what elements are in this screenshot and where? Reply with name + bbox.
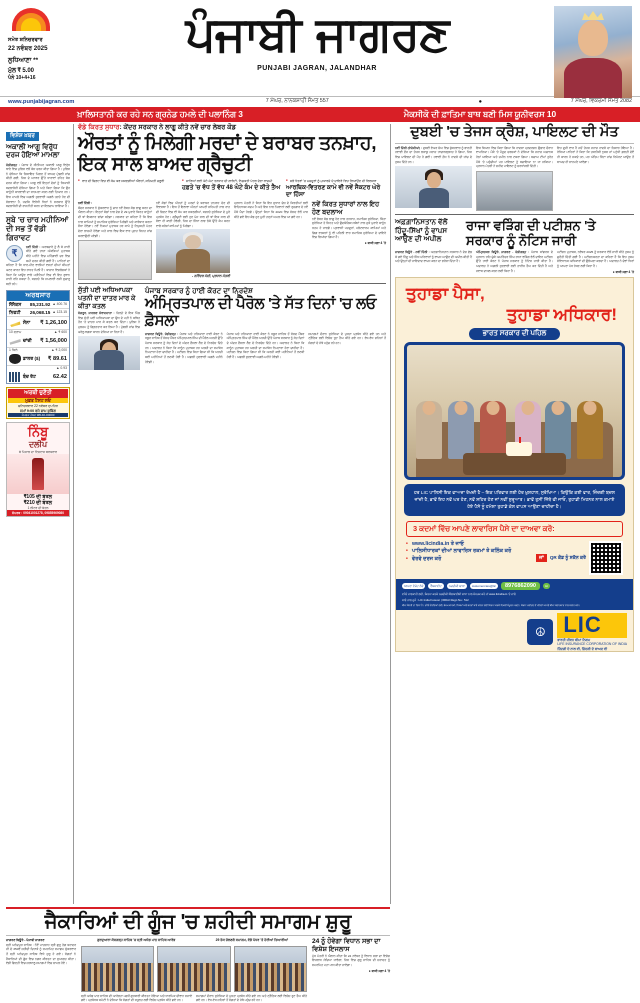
nifty-label: ਨਿਫਟੀ <box>9 309 21 315</box>
lic-advertisement[interactable] <box>395 277 634 652</box>
lead-body-col2 <box>156 201 230 280</box>
divider <box>395 214 634 215</box>
page-count: ਪੰਨੇ 10+4+16 <box>8 75 36 82</box>
mid-side-text: ਸੰਗਰੂਰ, ਜਾਗਰਣ ਸੰਵਾਦਦਾਤਾ : ਜ਼ਿਲ੍ਹੇ ਦੇ ਇਕ ਪਿੰਡ ਵਿਚ ਸੁੱਤੀ ਪਈ ਅਧਿਆਪਕਾ ਦਾ ਉਸ ਦੇ ਪਤੀ ਨੇ ਕਥਿਤ ਤੌਰ 'ਤੇ ਦਾਤਰ ਮਾਰ ਕੇ ਕਤਲ ਕਰ ਦਿੱਤਾ। ਪੁਲਿਸ ਨੇ ਮੁਲਜ਼ਮ ਨੂੰ ਗ੍ਰਿਫ਼ਤਾਰ ਕਰ ਲਿਆ ਹੈ। ਮੁੱਢਲੀ ਜਾਂਚ ਵਿਚ ਘਰੇਲੂ ਝਗੜਾ ਕਾਰਨ ਦੱਸਿਆ ਜਾ ਰਿਹਾ ਹੈ। <box>78 310 140 334</box>
lead-body-col1 <box>78 201 152 280</box>
shaheedi-bullets <box>81 938 307 943</box>
lic-steps-block <box>406 541 623 575</box>
nifty-delta: ▲ 123.15 <box>52 310 67 315</box>
sunrise-logo-icon <box>12 8 50 34</box>
beverage-ad-price2: ₹210 ਦੀ ਬੋਤਲ <box>23 499 53 506</box>
beverage-ad-size: 1 ਲੀਟਰ ਦੀ ਬੋਤਲ <box>27 505 49 510</box>
masthead-photo-slot <box>554 6 632 98</box>
edition-name: PUNJABI JAGRAN, JALANDHAR <box>257 65 377 73</box>
warring-headline[interactable]: ਰਾਜਾ ਵੜਿੰਗ ਦੀ ਪਟੀਸ਼ਨ 'ਤੇ ਸਰਕਾਰ ਨੂੰ ਨੋਟਿਸ ਜਾਰੀ <box>466 217 596 248</box>
lic-step-3[interactable]: • ਵੇਰਵੇ ਦਰਜ ਕਰੋ <box>406 556 532 564</box>
victim-photo <box>78 336 140 370</box>
dollar-bag-icon <box>9 354 21 364</box>
shaheedi-text-columns <box>81 994 307 1003</box>
abroad-ad-phone: ਸੰਪਰਕ ਨੰਬਰ 98140-00000 <box>8 413 68 417</box>
divider <box>6 935 390 936</box>
lic-footer <box>396 579 633 611</box>
divider <box>6 212 70 213</box>
tejas-text-1: ਨਵੀਂ ਦਿੱਲੀ (ਏਜੰਸੀਆਂ) : ਦੁਬਈ ਏਅਰ ਸ਼ੋਅ ਵਿਚ ਸ਼ੁੱਕਰਵਾਰ ਨੂੰ ਭਾਰਤੀ ਹਵਾਈ ਫ਼ੌਜ ਦਾ ਤੇਜਸ ਲੜਾਕੂ ਜਹਾਜ਼ ਹਾਦਸਾਗ੍ਰਸਤ ਹੋ ਗਿਆ, ਜਿਸ ਵਿਚ ਪਾਇਲਟ ਦੀ ਮੌਤ ਹੋ ਗਈ। ਹਵਾਈ ਫ਼ੌਜ ਨੇ ਹਾਦਸੇ ਦੀ ਜਾਂਚ ਦੇ ਹੁਕਮ ਦਿੱਤੇ ਹਨ। <box>395 145 472 164</box>
shaheedi-photo-gallery <box>81 946 307 992</box>
beverage-ad-tagline: ਬੇ ਮਿਸਾਲ ਦਾ ਵਿਸ਼ਵਾਸ ਬਰਕਰਾਰ <box>18 449 58 454</box>
lic-step-1[interactable]: • www.licindia.in ਤੇ ਜਾਓ <box>406 541 532 549</box>
tejas-text-2: ਇਕ ਬਿਆਨ ਵਿਚ ਕਿਹਾ ਗਿਆ ਕਿ ਹਾਦਸਾ ਪ੍ਰਦਰਸ਼ਨ ਉਡਾਣ ਦੌਰਾਨ ਵਾਪਰਿਆ। ਮੌਕੇ 'ਤੇ ਮੌਜੂਦ ਦਰਸ਼ਕਾਂ ਨੇ ਦੱਸਿਆ ਕਿ ਜਹਾਜ਼ ਅਚਾਨਕ ਹੇਠਾਂ ਆਇਆ ਅਤੇ ਜ਼ਮੀਨ ਨਾਲ ਟਕਰਾ ਗਿਆ। ਬਚਾਅ ਟੀਮਾਂ ਤੁਰੰਤ ਮੌਕੇ 'ਤੇ ਪਹੁੰਚੀਆਂ ਪਰ ਪਾਇਲਟ ਨੂੰ ਬਚਾਇਆ ਨਾ ਜਾ ਸਕਿਆ। ਪ੍ਰਧਾਨ ਮੰਤਰੀ ਨੇ ਸ਼ਹੀਦ ਪਾਇਲਟ ਨੂੰ ਸ਼ਰਧਾਂਜਲੀ ਦਿੱਤੀ। <box>476 145 553 169</box>
masthead-info <box>8 6 80 83</box>
lic-chip-2[interactable]: ਵੈੱਬਸਾਈਟ <box>430 583 442 588</box>
beverage-ad[interactable] <box>6 422 70 517</box>
gold-icon <box>9 318 21 328</box>
shaheedi-text-2: ਸ੍ਰੀ ਅਖੰਡ ਪਾਠ ਸਾਹਿਬ ਦੀ ਆਰੰਭਤਾ ਮਗਰੋਂ ਗੁਰਬਾਣੀ ਕੀਰਤਨ ਹੋਇਆ ਅਤੇ ਧਾਰਮਿਕ ਦੀਵਾਨ ਸਜਾਏ ਗਏ। ਪ੍ਰਬੰਧਕ ਕਮੇਟੀ ਨੇ ਦੱਸਿਆ ਕਿ ਸੰਗਤਾਂ ਦੀ ਸਹੂਲਤ ਲਈ ਵਿਸ਼ੇਸ਼ ਪ੍ਰਬੰਧ ਕੀਤੇ ਗਏ ਹਨ। <box>81 993 192 1003</box>
bottom-section <box>0 904 396 1003</box>
worker-figure-image <box>78 240 152 280</box>
lead-body-columns <box>78 201 386 280</box>
qr-scan-text: QR ਕੋਡ ਨੂੰ ਸਕੈਨ ਕਰੋ <box>549 555 586 560</box>
dollar-label: ਡਾਲਰ ($) <box>23 356 41 362</box>
lead-bullet-col2 <box>182 179 282 184</box>
abroad-ad-date: ਸ਼ਨਿਚਰਵਾਰ 22 ਨਵੰਬਰ ਦੁਪਹਿਰ <box>18 403 58 408</box>
masthead-title-block <box>80 6 554 72</box>
lead-headline[interactable]: ਔਰਤਾਂ ਨੂੰ ਮਿਲੇਗੀ ਮਰਦਾਂ ਦੇ ਬਰਾਬਰ ਤਨਖ਼ਾਹ, ਇਕ ਸਾਲ ਬਾਅਦ ਗ੍ਰੈਚੁਟੀ <box>78 132 377 176</box>
vikrami-date: 7 ਮੱਘਰ, ਵਿਕਰਮੀ ਸੰਮਤ 2082 <box>570 98 632 104</box>
lic-cta-heading: 3 ਕਦਮਾਂ ਵਿੱਚ ਆਪਣੇ ਲਾਵਾਰਿਸ ਪੈਸੇ ਦਾ ਦਾਅਵਾ ਕਰੋ: <box>406 521 623 537</box>
tejas-col2 <box>476 146 553 211</box>
gold-value: ₹ 1,26,100 <box>40 319 67 326</box>
lic-logo-text: LIC <box>557 613 627 637</box>
bank-rate-label: ਬੰਦ ਰੇਟ <box>23 374 36 380</box>
pilot-photo <box>395 166 472 208</box>
lead-sidebar-head: ਨਵੇਂ ਕਿਰਤ ਸੁਧਾਰਾਂ ਨਾਲ ਇਹ ਹੋਣ ਬਦਲਾਅ <box>312 200 380 216</box>
website-url[interactable]: www.punjabijagran.com <box>8 98 75 105</box>
nanakshahi-date: 7 ਮੱਘਰ, ਨਾਨਕਸ਼ਾਹੀ ਸੰਮਤ 557 <box>265 98 329 104</box>
parole-text-2: ਪੰਜਾਬ ਅਤੇ ਹਰਿਆਣਾ ਹਾਈ ਕੋਰਟ ਨੇ ਖਡੂਰ ਸਾਹਿਬ ਤੋਂ ਸੰਸਦ ਮੈਂਬਰ ਅੰਮ੍ਰਿਤਪਾਲ ਸਿੰਘ ਦੀ ਪੈਰੋਲ ਅਰਜ਼ੀ ਉੱਤੇ ਪੰਜਾਬ ਸਰਕਾਰ ਨੂੰ ਸੱਤ ਦਿਨਾਂ ਦੇ ਅੰਦਰ ਫ਼ੈਸਲਾ ਲੈਣ ਦੇ ਨਿਰਦੇਸ਼ ਦਿੱਤੇ ਹਨ। ਅਦਾਲਤ ਨੇ ਕਿਹਾ ਕਿ ਕਾਨੂੰਨ ਮੁਤਾਬਕ ਹਰ ਅਰਜ਼ੀ ਦਾ ਸਮਾਂਬੱਧ ਨਿਪਟਾਰਾ ਹੋਣਾ ਚਾਹੀਦਾ ਹੈ। ਪਟੀਸ਼ਨ ਵਿਚ ਕਿਹਾ ਗਿਆ ਸੀ ਕਿ ਅਰਜ਼ੀ ਕਈ ਮਹੀਨਿਆਂ ਤੋਂ ਲਟਕੀ ਹੋਈ ਹੈ। ਅਗਲੀ ਸੁਣਵਾਈ ਅਗਲੇ ਮਹੀਨੇ ਹੋਵੇਗੀ। <box>226 331 305 359</box>
shaheedi-photo-1 <box>81 946 154 992</box>
shaheedi-photo-2 <box>157 946 230 992</box>
market-row-bank <box>7 371 69 383</box>
lead-continued[interactable]: ● ਬਾਕੀ ਸਫ਼ਾ 4 'ਤੇ <box>364 240 386 245</box>
lead-subhead-2[interactable]: ਆਰਥਿਕ-ਵਿਤਰਣ ਕਾਮੇ ਵੀ ਨਵੇਂ ਸੈਕਟਰ ਘੇਰੇ ਦਾ ਹਿੱਸਾ <box>286 184 381 198</box>
lic-headline-line2: ਤੁਹਾਡਾ ਅਧਿਕਾਰ! <box>506 304 617 324</box>
market-row-silver <box>7 335 69 348</box>
lic-contact-chips <box>402 582 627 590</box>
lic-steps-list <box>406 541 532 564</box>
lead-bullets <box>78 179 386 184</box>
left-kicker: ਵਿਸ਼ੇਸ਼ ਖ਼ਬਰ <box>6 132 39 141</box>
lic-name-english: LIFE INSURANCE CORPORATION OF INDIA <box>557 642 627 647</box>
market-box-title: ਅਰਥਸਾਰ <box>7 291 69 301</box>
abroad-ad-title: ਅਰਥੀ ਚੁਣੌਤੀ <box>8 389 68 398</box>
parole-columns <box>145 332 386 364</box>
person-1 <box>416 401 442 459</box>
or-label: ਜਾਂ <box>536 554 547 562</box>
left-column <box>6 124 74 904</box>
left-story1-text: ਚੰਡੀਗੜ੍ਹ : ਪੰਜਾਬ ਦੇ ਸੀਨੀਅਰ ਅਕਾਲੀ ਆਗੂ ਵਿਰੁੱਧ ਥਾਣੇ ਵਿਚ ਪੁਲਿਸ ਵਲੋਂ ਕੇਸ ਦਰਜ ਕੀਤਾ ਗਿਆ ਹੈ। ਪੁਲਿਸ ਨੇ ਦੱਸਿਆ ਕਿ ਸ਼ਿਕਾਇਤ ਮਿਲਣ ਤੋਂ ਬਾਅਦ ਮੁੱਢਲੀ ਜਾਂਚ ਕੀਤੀ ਗਈ, ਜਿਸ ਦੇ ਆਧਾਰ ਉੱਤੇ ਧਾਰਾਵਾਂ ਤਹਿਤ ਕੇਸ ਦਰਜ ਕੀਤਾ ਗਿਆ। ਆਗੂ ਵਲੋਂ ਇਨ੍ਹਾਂ ਦੋਸ਼ਾਂ ਨੂੰ ਸਿਆਸੀ ਬਦਲਾਖ਼ੋਰੀ ਦੱਸਿਆ ਗਿਆ ਹੈ ਅਤੇ ਕਿਹਾ ਗਿਆ ਕਿ ਉਹ ਕਾਨੂੰਨੀ ਕਾਰਵਾਈ ਦਾ ਸਾਹਮਣਾ ਕਰਨ ਲਈ ਤਿਆਰ ਹਨ। ਇਸ ਮਾਮਲੇ ਵਿਚ ਅਗਲੀ ਸੁਣਵਾਈ ਅਗਲੇ ਹਫ਼ਤੇ ਹੋਣ ਦੀ ਸੰਭਾਵਨਾ ਹੈ, ਜਦਕਿ ਵਿਰੋਧੀ ਧਿਰਾਂ ਨੇ ਸਰਕਾਰ ਉੱਤੇ ਬਦਲਾਖ਼ੋਰੀ ਦੀ ਰਾਜਨੀਤੀ ਕਰਨ ਦਾ ਇਲਜ਼ਾਮ ਲਾਇਆ ਹੈ। <box>6 162 70 209</box>
shaheedi-text-4: ਮੁੱਖ ਮੰਤਰੀ ਨੇ ਐਲਾਨ ਕੀਤਾ ਕਿ 24 ਨਵੰਬਰ ਨੂੰ ਵਿਧਾਨ ਸਭਾ ਦਾ ਵਿਸ਼ੇਸ਼ ਇਜਲਾਸ ਸੱਦਿਆ ਜਾਵੇਗਾ, ਜਿਸ ਵਿਚ ਗੁਰੂ ਸਾਹਿਬ ਦੀ ਸ਼ਹਾਦਤ ਨੂੰ ਸਮਰਪਿਤ ਮਤਾ ਪਾਸ ਕੀਤਾ ਜਾਵੇਗਾ। <box>312 953 390 967</box>
tejas-headline[interactable]: ਦੁਬਈ 'ਚ ਤੇਜਸ ਕ੍ਰੈਸ਼, ਪਾਇਲਟ ਦੀ ਮੌਤ <box>410 124 619 140</box>
lead-bullet-1: ■ ਰਾਤ ਦੀ ਸ਼ਿਫ਼ਟ ਵਿਚ ਵੀ ਕੰਮ ਕਰ ਸਕਣਗੀਆਂ ਔਰਤਾਂ, ਸਹਿਮਤੀ ਜ਼ਰੂਰੀ <box>78 179 178 184</box>
shaheedi-continued[interactable]: ● ਬਾਕੀ ਸਫ਼ਾ 4 'ਤੇ <box>368 968 390 973</box>
lic-step-2[interactable]: • ਪਾਲਿਸੀਧਾਰਕਾਂ ਦੀਆਂ ਲਾਵਾਰਿਸ ਰਕਮਾਂ ਤੇ ਕਲਿੱਕ ਕਰੋ <box>406 548 532 556</box>
warring-story-head-row <box>395 218 634 248</box>
lic-chip-1[interactable]: ਆਪਣਾ ਏਜੰਟ ਲੱਭੋ <box>404 583 424 588</box>
market-row-gold <box>7 317 69 330</box>
left-story2-headline[interactable]: ਸੂਬੇ 'ਚ ਚਾਰ ਮਹੀਨਿਆਂ ਦੀ ਸਭ ਤੋਂ ਵੱਡੀ ਗਿਰਾਵਟ <box>6 214 69 242</box>
website-strip <box>0 96 640 106</box>
sensex-delta: ▲ 400.76 <box>52 302 67 307</box>
miss-universe-photo <box>554 6 632 98</box>
lic-logo-row <box>396 610 633 650</box>
lead-sidebar-text: ਨਵੇਂ ਲੇਬਰ ਕੋਡ ਲਾਗੂ ਹੋਣ ਨਾਲ ਤਨਖ਼ਾਹ, ਸਮਾਜਿਕ ਸੁਰੱਖਿਆ, ਕਿੱਤਾ ਸੁਰੱਖਿਆ ਤੇ ਸਿਹਤ ਅਤੇ ਉਦਯੋਗਿਕ ਸਬੰਧਾਂ ਨਾਲ ਜੁੜੇ ਪੁਰਾਣੇ ਕਾਨੂੰਨ ਖ਼ਤਮ ਹੋ ਜਾਣਗੇ। ਪ੍ਰਵਾਸੀ ਮਜ਼ਦੂਰਾਂ, ਪਲੇਟਫਾਰਮ ਕਾਮਿਆਂ ਅਤੇ ਗਿਗ ਵਰਕਰਾਂ ਨੂੰ ਵੀ ਪਹਿਲੀ ਵਾਰ ਸਮਾਜਿਕ ਸੁਰੱਖਿਆ ਦੇ ਦਾਇਰੇ ਵਿਚ ਲਿਆਂਦਾ ਗਿਆ ਹੈ। <box>312 216 386 240</box>
lead-text-3: ਪ੍ਰਧਾਨ ਮੰਤਰੀ ਨੇ ਕਿਹਾ ਕਿ ਇਹ ਸੁਧਾਰ ਦੇਸ਼ ਦੇ ਕਿਰਤੀਆਂ ਲਈ ਇਤਿਹਾਸਕ ਕਦਮ ਹੈ ਅਤੇ ਇਸ ਨਾਲ ਨੌਜਵਾਨਾਂ ਲਈ ਰੁਜ਼ਗਾਰ ਦੇ ਨਵੇਂ ਮੌਕੇ ਪੈਦਾ ਹੋਣਗੇ। ਉਨ੍ਹਾਂ ਕਿਹਾ ਕਿ 2020 ਵਿਚ ਸੰਸਦ ਵੱਲੋਂ ਪਾਸ ਕੀਤੇ ਗਏ ਇਹ ਕੋਡ ਹੁਣ ਪੂਰੀ ਤਰ੍ਹਾਂ ਅਮਲ ਵਿਚ ਆ ਗਏ ਹਨ। <box>234 200 308 219</box>
lead-byline: ਨਵੀਂ ਦਿੱਲੀ : <box>78 200 93 205</box>
shaheedi-headline[interactable]: ਜੈਕਾਰਿਆਂ ਦੀ ਗੂੰਜ 'ਚ ਸ਼ਹੀਦੀ ਸਮਾਗਮ ਸ਼ੁਰੂ <box>44 910 352 933</box>
lic-footer-line2: ਸਾਡੇ ਨਾਲ ਜੁੜੋ : LIC India Forever | IRDAI Regn No.: 512 <box>402 597 469 602</box>
shaheedi-bullet-1: ਗੁਰਦੁਆਰਾ ਕੇਸਗੜ੍ਹ ਸਾਹਿਬ 'ਚ ਸ੍ਰੀ ਅਖੰਡ ਪਾਠ ਸਾਹਿਬ ਆਰੰਭ <box>97 937 176 942</box>
silver-delta: ▲ ₹ 2,000 <box>51 347 67 352</box>
mid-second-story <box>78 287 386 370</box>
lic-chip-4[interactable]: customercare@lic <box>471 583 496 588</box>
lic-chip-3[interactable]: ਨਜ਼ਦੀਕੀ ਸ਼ਾਖਾ <box>448 583 465 588</box>
parole-text-3: ਸਮਾਗਮਾਂ ਦੌਰਾਨ ਸੁਰੱਖਿਆ ਦੇ ਪੁਖ਼ਤਾ ਪ੍ਰਬੰਧ ਕੀਤੇ ਗਏ ਹਨ ਅਤੇ ਟ੍ਰੈਫ਼ਿਕ ਲਈ ਵਿਸ਼ੇਸ਼ ਰੂਟ ਤੈਅ ਕੀਤੇ ਗਏ ਹਨ। ਵੱਖ-ਵੱਖ ਸ਼ਹਿਰਾਂ ਤੋਂ ਸੰਗਤਾਂ ਦੇ ਜੱਥੇ ਪਹੁੰਚ ਰਹੇ ਹਨ। <box>308 331 387 346</box>
lic-family-photo <box>404 342 625 480</box>
lead-text-2: ਨਵੇਂ ਕੋਡਾਂ ਵਿਚ ਔਰਤਾਂ ਨੂੰ ਮਰਦਾਂ ਦੇ ਬਰਾਬਰ ਤਨਖ਼ਾਹ ਦੇਣ ਦੀ ਵਿਵਸਥਾ ਹੈ। ਇਸ ਤੋਂ ਇਲਾਵਾ ਔਰਤਾਂ ਆਪਣੀ ਸਹਿਮਤੀ ਨਾਲ ਰਾਤ ਦੀ ਸ਼ਿਫ਼ਟ ਵਿਚ ਵੀ ਕੰਮ ਕਰ ਸਕਣਗੀਆਂ, ਬਸ਼ਰਤੇ ਸੁਰੱਖਿਆ ਦੇ ਪੂਰੇ ਪ੍ਰਬੰਧ ਹੋਣ। ਗ੍ਰੈਚੁਟੀ ਲਈ ਹੁਣ ਪੰਜ ਸਾਲ ਦੀ ਥਾਂ ਇਕ ਸਾਲ ਦੀ ਸੇਵਾ ਹੀ ਕਾਫ਼ੀ ਹੋਵੇਗੀ, ਜਿਸ ਦਾ ਸਿੱਧਾ ਲਾਭ ਠੇਕੇ ਉੱਤੇ ਕੰਮ ਕਰਨ ਵਾਲੇ ਕਰੋੜਾਂ ਕਾਮਿਆਂ ਨੂੰ ਮਿਲੇਗਾ। <box>156 200 230 228</box>
lic-govt-badge: ਭਾਰਤ ਸਰਕਾਰ ਦੀ ਪਹਿਲ <box>469 328 561 340</box>
person-6 <box>577 401 603 459</box>
masthead <box>0 0 640 96</box>
lic-footer-line1: ਵਧੇਰੇ ਜਾਣਕਾਰੀ ਲਈ, ਕਿਰਪਾ ਕਰਕੇ ਨਜ਼ਦੀਕੀ ਐੱਲਆਈਸੀ ਸ਼ਾਖਾ ਨਾਲ ਸੰਪਰਕ ਕਰੋ ਜਾਂ www.licindia.in 'ਤੇ ਜਾਓ <box>402 591 516 596</box>
edition-city: ਲੁਧਿਆਣਾ ** <box>8 56 39 64</box>
lic-hands-emblem-icon: ☮ <box>527 619 553 645</box>
beverage-ad-logo2: ਦਲੀਪ <box>28 439 48 449</box>
parole-headline[interactable]: ਅੰਮ੍ਰਿਤਪਾਲ ਦੀ ਪੈਰੋਲ 'ਤੇ ਸੱਤ ਦਿਨਾਂ 'ਚ ਲਓ ਫ਼ੈਸਲਾ <box>145 294 377 329</box>
nifty-value: 26,068.15 <box>29 309 51 315</box>
shaheedi-text-3: ਸਮਾਗਮਾਂ ਦੌਰਾਨ ਸੁਰੱਖਿਆ ਦੇ ਪੁਖ਼ਤਾ ਪ੍ਰਬੰਧ ਕੀਤੇ ਗਏ ਹਨ ਅਤੇ ਟ੍ਰੈਫ਼ਿਕ ਲਈ ਵਿਸ਼ੇਸ਼ ਰੂਟ ਤੈਅ ਕੀਤੇ ਗਏ ਹਨ। ਵੱਖ-ਵੱਖ ਸ਼ਹਿਰਾਂ ਤੋਂ ਸੰਗਤਾਂ ਦੇ ਜੱਥੇ ਪਹੁੰਚ ਰਹੇ ਹਨ। <box>196 993 307 1003</box>
bank-icon <box>9 372 21 382</box>
page-title: ਪੰਜਾਬੀ ਜਾਗਰਣ <box>185 7 449 62</box>
lead-bullet-2: ■ ਸਾਰਿਆਂ ਲਈ ਘੱਟੋ-ਘੱਟ ਤਨਖ਼ਾਹ ਦੀ ਗਾਰੰਟੀ, ਨਿਯੁਕਤੀ ਪੱਤਰ ਦੇਣਾ ਲਾਜ਼ਮੀ <box>182 179 282 184</box>
lead-bullet-3: ■ ਸਭੇ ਖੇਤਰਾਂ 'ਚ ਮਜ਼ਦੂਰਾਂ ਨੂੰ ਮੁਆਵਜ਼ੇ ਦੇ ਦਾਇਰੇ ਵਿਚ ਲਿਆਉਣ ਦੀ ਵਿਵਸਥਾ <box>286 179 386 184</box>
gold-label: ਸੋਨਾ <box>23 320 31 326</box>
silver-icon <box>9 336 21 346</box>
shaheedi-col3 <box>312 938 390 1003</box>
shaheedi-body <box>6 938 390 1003</box>
lic-logo-block <box>557 613 627 650</box>
divider <box>78 283 386 284</box>
shaheedi-byline: ਜਾਗਰਣ ਬਿਊਰੋ - ਪੰਜਾਬੀ ਜਾਗਰਣ <box>6 937 45 942</box>
left-story2-text: ₹ ਨਵੀਂ ਦਿੱਲੀ : ਅਰਥਚਾਰੇ ਨੂੰ ਲੈ ਕੇ ਜਾਰੀ ਕੀਤੇ ਗਏ ਤਾਜ਼ਾ ਅੰਕੜਿਆਂ ਮੁਤਾਬਕ ਬੀਤੇ ਮਹੀਨੇ ਵਿਚ ਮਹਿੰਗਾਈ ਦਰ ਵਿਚ ਕਮੀ ਦਰਜ ਕੀਤੀ ਗਈ ਹੈ। ਮਾਹਿਰਾਂ ਦਾ ਕਹਿਣਾ ਹੈ ਕਿ ਖਾਣ-ਪੀਣ ਵਾਲੀਆਂ ਵਸਤਾਂ ਦੀਆਂ ਕੀਮਤਾਂ ਘਟਣ ਕਾਰਨ ਇਹ ਰਾਹਤ ਮਿਲੀ ਹੈ। ਬਾਜ਼ਾਰ ਵਿਸ਼ਲੇਸ਼ਕਾਂ ਨੇ ਕਿਹਾ ਕਿ ਆਉਣ ਵਾਲੇ ਮਹੀਨਿਆਂ ਵਿਚ ਵੀ ਇਹ ਰੁਝਾਨ ਜਾਰੀ ਰਹਿ ਸਕਦਾ ਹੈ, ਬਸ਼ਰਤੇ ਕਿ ਸਪਲਾਈ ਲੜੀ ਸੁਚਾਰੂ ਬਣੀ ਰਹੇ। <box>6 244 70 286</box>
mid-side-story <box>78 287 140 370</box>
lic-qr-block[interactable] <box>536 541 623 575</box>
shaheedi-bullet-2: 29 ਤੱਕ ਚੱਲਣਗੇ ਸਮਾਗਮ, ਵੱਡੇ ਪੱਧਰ 'ਤੇ ਹੋਈਆਂ ਤਿਆਰੀਆਂ <box>215 937 288 942</box>
gold-unit: 10 ਗ੍ਰਾਮ <box>9 329 22 334</box>
mid-side-headline[interactable]: ਸੁੱਤੀ ਪਈ ਅਧਿਆਪਕਾ ਪਤਨੀ ਦਾ ਦਾਤਰ ਮਾਰ ਕੇ ਕੀਤਾ ਕਤਲ <box>78 287 136 311</box>
person-3 <box>480 401 506 459</box>
tejas-col3 <box>557 146 634 211</box>
lead-body-col3 <box>234 201 308 280</box>
right-column <box>390 124 634 904</box>
beverage-ad-phone: ਸੰਪਰਕ : 09041001278, 09855969080 <box>7 510 69 516</box>
lead-kicker <box>78 124 386 132</box>
silver-unit: 1 ਕਿਲੋ <box>9 347 18 352</box>
market-row-nifty <box>7 309 69 317</box>
publication-date: 22 ਨਵੰਬਰ 2025 <box>8 44 48 52</box>
market-row-sensex <box>7 301 69 309</box>
tejas-columns <box>395 146 634 211</box>
cover-price: ਮੁੱਲ ₹ 5.00 <box>8 67 35 74</box>
parole-text-1: ਜਾਗਰਣ ਬਿਊਰੋ, ਚੰਡੀਗੜ੍ਹ : ਪੰਜਾਬ ਅਤੇ ਹਰਿਆਣਾ ਹਾਈ ਕੋਰਟ ਨੇ ਖਡੂਰ ਸਾਹਿਬ ਤੋਂ ਸੰਸਦ ਮੈਂਬਰ ਅੰਮ੍ਰਿਤਪਾਲ ਸਿੰਘ ਦੀ ਪੈਰੋਲ ਅਰਜ਼ੀ ਉੱਤੇ ਪੰਜਾਬ ਸਰਕਾਰ ਨੂੰ ਸੱਤ ਦਿਨਾਂ ਦੇ ਅੰਦਰ ਫ਼ੈਸਲਾ ਲੈਣ ਦੇ ਨਿਰਦੇਸ਼ ਦਿੱਤੇ ਹਨ। ਅਦਾਲਤ ਨੇ ਕਿਹਾ ਕਿ ਕਾਨੂੰਨ ਮੁਤਾਬਕ ਹਰ ਅਰਜ਼ੀ ਦਾ ਸਮਾਂਬੱਧ ਨਿਪਟਾਰਾ ਹੋਣਾ ਚਾਹੀਦਾ ਹੈ। ਪਟੀਸ਼ਨ ਵਿਚ ਕਿਹਾ ਗਿਆ ਸੀ ਕਿ ਅਰਜ਼ੀ ਕਈ ਮਹੀਨਿਆਂ ਤੋਂ ਲਟਕੀ ਹੋਈ ਹੈ। ਅਗਲੀ ਸੁਣਵਾਈ ਅਗਲੇ ਮਹੀਨੇ ਹੋਵੇਗੀ। <box>145 331 223 364</box>
divider-red <box>6 907 390 909</box>
beverage-ad-product-image <box>7 454 69 494</box>
lead-subhead-1[interactable]: ਹਫ਼ਤੇ 'ਚ ਵੱਧ ਤੋਂ ਵੱਧ 48 ਘੰਟੇ ਕੰਮ ਦੇ ਕੀਤੇ ਤੈਅ <box>182 184 281 191</box>
beverage-ad-logo: ਨਿੰਬੂ <box>27 423 49 439</box>
dollar-delta: ▲ 0.93 <box>56 365 67 370</box>
lic-headline <box>396 278 633 325</box>
person-2 <box>448 401 474 459</box>
market-row-dollar <box>7 353 69 366</box>
page-body <box>0 122 640 904</box>
warring-continued[interactable]: ● ਬਾਕੀ ਸਫ਼ਾ 4 'ਤੇ <box>612 269 634 274</box>
qr-code-icon[interactable] <box>589 541 623 575</box>
lic-name-hindi: ਭਾਰਤੀ ਜੀਵਨ ਬੀਮਾ ਨਿਗਮ <box>557 637 591 642</box>
dollar-value: ₹ 89.61 <box>47 355 67 362</box>
silver-label: ਚਾਂਦੀ <box>23 338 32 344</box>
lead-bullet-col1 <box>78 179 178 184</box>
afghanistan-text: ਜਾਗਰਣ ਬਿਊਰੋ - ਨਵੀਂ ਦਿੱਲੀ : ਅਫ਼ਗ਼ਾਨਿਸਤਾਨ ਸਰਕਾਰ ਨੇ ਦੇਸ਼ ਛੱਡ ਕੇ ਗਏ ਹਿੰਦੂ ਅਤੇ ਸਿੱਖ ਪਰਿਵਾਰਾਂ ਨੂੰ ਵਾਪਸ ਆਉਣ ਦੀ ਅਪੀਲ ਕੀਤੀ ਹੈ ਅਤੇ ਉਨ੍ਹਾਂ ਦੀ ਜਾਇਦਾਦ ਵਾਪਸ ਕਰਨ ਦਾ ਭਰੋਸਾ ਦਿੱਤਾ ਹੈ। <box>395 250 472 264</box>
tejas-col1 <box>395 146 472 211</box>
lic-disclaimer: ਬੀਮਾ ਬੇਨਤੀ ਦਾ ਵਿਸ਼ਾ ਹੈ। ਵਧੇਰੇ ਵੇਰਵਿਆਂ ਲਈ, ਜੋਖਮ ਕਾਰਕਾਂ, ਨਿਯਮਾਂ ਅਤੇ ਸ਼ਰਤਾਂ ਬਾਰੇ ਜਾਣਨ ਲਈ ਕਿਰਪਾ ਕਰਕੇ ਵਿਕਰੀ ਸੰਪੂਰਨ ਪੜ੍ਹੋ। ਯੋਜਨਾ ਖ਼ਰੀਦਣ ਤੋਂ ਪਹਿਲਾਂ ਆਪਣੇ ਬੀਮਾ ਸਲਾਹਕਾਰ ਨਾਲ ਸਲਾਹ ਕਰੋ। <box>402 603 581 607</box>
lead-kicker-red: ਵੱਡੇ ਕਿਰਤ ਸੁਧਾਰ <box>78 124 120 131</box>
lic-phone-number[interactable]: 8976862090 <box>501 582 540 590</box>
gold-delta: ▲ ₹ 600 <box>53 329 67 334</box>
left-story1-headline[interactable]: ਅਕਾਲੀ ਆਗੂ ਵਿਰੁੱਧ ਦਰਜ ਹੋਇਆ ਮਾਮਲਾ <box>6 144 60 160</box>
separator-dot-icon: ● <box>478 98 482 105</box>
warring-columns <box>395 250 634 274</box>
pm-quote-attribution: - ਨਰਿੰਦਰ ਮੋਦੀ, ਪ੍ਰਧਾਨ ਮੰਤਰੀ <box>191 273 230 278</box>
beverage-ad-price1: ₹105 ਦੀ ਬੋਤਲ <box>23 493 53 500</box>
tejas-text-3: ਇਹ ਦੂਜੀ ਵਾਰ ਹੈ ਜਦੋਂ ਤੇਜਸ ਜਹਾਜ਼ ਹਾਦਸੇ ਦਾ ਸ਼ਿਕਾਰ ਹੋਇਆ ਹੈ। ਰੱਖਿਆ ਮਾਹਿਰਾਂ ਨੇ ਕਿਹਾ ਕਿ ਤਕਨੀਕੀ ਨੁਕਸ ਜਾਂ ਮਨੁੱਖੀ ਗ਼ਲਤੀ ਦੋਵੇਂ ਹੀ ਕਾਰਨ ਹੋ ਸਕਦੇ ਹਨ, ਪਰ ਅੰਤਿਮ ਸਿੱਟਾ ਜਾਂਚ ਰਿਪੋਰਟ ਆਉਣ ਤੋਂ ਬਾਅਦ ਹੀ ਸਾਹਮਣੇ ਆਵੇਗਾ। <box>557 145 634 164</box>
lic-body-text: ਹਰ LIC ਪਾਲਿਸੀ ਇਕ ਵਾਅਦਾ ਰੱਖਦੀ ਹੈ – ਇਕ ਪਰਿਵਾਰ ਲਈ ਹੋਰ ਖ਼ੁਸ਼ਹਾਲ, ਸੁਰੱਖਿਆ। ਕਿਉਂਕਿ ਕਈ ਵਾਰ, ਜ਼ਿੰਦਗੀ ਬਦਲ ਜਾਂਦੀ ਹੈ, ਭਾਵੇਂ ਇਹ ਨਵੇਂ ਘਰ ਹੋਣ, ਨਵੇਂ ਸ਼ਹਿਰ ਹੋਣ ਜਾਂ ਨਵੀਂ ਸ਼ੁਰੂਆਤ। ਭਾਵੇਂ ਤੁਸੀਂ ਜਿੱਥੇ ਵੀ ਜਾਓ, ਤੁਹਾਡੀ ਮਿਹਨਤ ਨਾਲ ਕਮਾਏ ਹੋਏ ਪੈਸੇ ਨੂੰ ਹਮੇਸ਼ਾ ਤੁਹਾਡੇ ਕੋਲ ਵਾਪਸ ਆਉਣਾ ਚਾਹੀਦਾ ਹੈ। <box>404 484 625 515</box>
left-story2-byline: ਨਵੀਂ ਦਿੱਲੀ : <box>26 244 41 249</box>
lic-tagline: ਜ਼ਿੰਦਗੀ ਦੇ ਨਾਲ ਵੀ, ਜ਼ਿੰਦਗੀ ਦੇ ਬਾਅਦ ਵੀ <box>557 646 608 651</box>
warring-text-2: ਪਟੀਸ਼ਨ ਮੁਤਾਬਕ, ਨਵੰਬਰ 2025 ਨੂੰ ਸਰਕਾਰ ਵੱਲੋਂ ਜਾਰੀ ਕੀਤੇ ਹੁਕਮ ਨੂੰ ਚੁਣੌਤੀ ਦਿੱਤੀ ਗਈ ਹੈ। ਪਟੀਸ਼ਨਕਰਤਾ ਦਾ ਕਹਿਣਾ ਹੈ ਕਿ ਇਹ ਹੁਕਮ ਸੰਵਿਧਾਨਕ ਅਧਿਕਾਰਾਂ ਦੀ ਉਲੰਘਣਾ ਕਰਦਾ ਹੈ। ਅਦਾਲਤ ਨੇ ਦੋਵਾਂ ਧਿਰਾਂ ਨੂੰ ਆਪਣਾ ਪੱਖ ਰੱਖਣ ਲਈ ਕਿਹਾ ਹੈ। ● ਬਾਕੀ ਸਫ਼ਾ 4 'ਤੇ <box>557 250 634 274</box>
publication-day: ਸਮੇਤ ਸ਼ਨਿਚਰਵਾਰ <box>8 37 43 43</box>
lic-headline-line1: ਤੁਹਾਡਾ ਪੈਸਾ, <box>406 284 485 304</box>
center-column <box>74 124 390 904</box>
crash-site-photo <box>476 171 553 211</box>
afghanistan-subhead[interactable]: ਅਫ਼ਗ਼ਾਨਿਸਤਾਨ ਵੱਲੋਂ ਹਿੰਦੂ-ਸਿੱਖਾਂ ਨੂੰ ਵਾਪਸ ਆਉਣ ਦੀ ਅਪੀਲ <box>395 216 448 244</box>
teaser-left[interactable]: ਖ਼ਾਲਿਸਤਾਨੀ ਕਰ ਰਹੇ ਸਨ ਗ੍ਰਨੇਡ ਹਮਲੇ ਦੀ ਪਲਾਨਿੰਗ 3 <box>77 109 243 119</box>
lead-text-1: ਕੇਂਦਰ ਸਰਕਾਰ ਨੇ ਸ਼ੁੱਕਰਵਾਰ ਨੂੰ ਚਾਰ ਨਵੇਂ ਲੇਬਰ ਕੋਡ ਲਾਗੂ ਕਰਨ ਦਾ ਐਲਾਨ ਕੀਤਾ। ਇਨ੍ਹਾਂ ਕੋਡਾਂ ਨਾਲ ਦੇਸ਼ ਦੇ 29 ਪੁਰਾਣੇ ਕਿਰਤ ਕਾਨੂੰਨਾਂ ਦੀ ਥਾਂ ਇਕਸਾਰ ਢਾਂਚਾ ਬਣੇਗਾ। ਸਰਕਾਰ ਦਾ ਕਹਿਣਾ ਹੈ ਕਿ ਇਸ ਨਾਲ ਕਾਮਿਆਂ ਨੂੰ ਸਮਾਜਿਕ ਸੁਰੱਖਿਆ ਮਿਲੇਗੀ ਅਤੇ ਕਾਰੋਬਾਰ ਕਰਨਾ ਸੌਖਾ ਹੋਵੇਗਾ। ਨਵੇਂ ਨਿਯਮਾਂ ਮੁਤਾਬਕ ਹਰ ਕਾਮੇ ਨੂੰ ਨਿਯੁਕਤੀ ਪੱਤਰ ਦੇਣਾ ਲਾਜ਼ਮੀ ਹੋਵੇਗਾ ਅਤੇ ਸਾਲ ਵਿਚ ਇਕ ਵਾਰ ਮੁਫ਼ਤ ਸਿਹਤ ਜਾਂਚ ਕਰਵਾਉਣੀ ਪਵੇਗੀ। <box>78 205 152 238</box>
lead-body-col4 <box>312 201 386 280</box>
divider <box>395 143 634 144</box>
person-5 <box>545 401 571 459</box>
assembly-session-head[interactable]: 24 ਨੂੰ ਹੋਵੇਗਾ ਵਿਧਾਨ ਸਭਾ ਦਾ ਵਿਸ਼ੇਸ਼ ਇਜਲਾਸ <box>312 937 381 953</box>
abroad-ad-time: ਸਮਾਂ 9:00 ਵਜੇ ਸ਼ਾਮ ਬੁਕਿੰਗ <box>20 408 56 413</box>
abroad-ad-sub: ਮੁਫ਼ਤ ਟੈਸਟ ਲਓ <box>8 398 68 403</box>
abroad-ad[interactable] <box>6 387 70 419</box>
sensex-label: ਸੈਂਸੈਕਸ <box>9 301 22 307</box>
teaser-right[interactable]: ਮੈਕਸੀਕੋ ਦੀ ਫ਼ਾਤਿਮਾ ਬਾਥ ਬਣੀ ਮਿਸ ਯੂਨੀਵਰਸ 10 <box>403 109 557 119</box>
lead-bullet-col3 <box>286 179 386 184</box>
parole-kicker: ਪੰਜਾਬ ਸਰਕਾਰ ਨੂੰ ਹਾਈ ਕੋਰਟ ਦਾ ਨਿਰਦੇਸ਼ <box>145 286 253 296</box>
whatsapp-icon[interactable]: Hi <box>545 583 548 588</box>
lead-kicker-rest: : ਕੇਂਦਰ ਸਰਕਾਰ ਨੇ ਲਾਗੂ ਕੀਤੇ ਨਵੇਂ ਚਾਰ ਲੇਬਰ ਕੋਡ <box>119 124 236 131</box>
warring-text-1: ਅੰਮ੍ਰਿਤਸਰ ਬਿਊਰੋ, ਜਾਗਰਣ - ਚੰਡੀਗੜ੍ਹ : ਪੰਜਾਬ ਕਾਂਗਰਸ ਦੇ ਪ੍ਰਧਾਨ ਰਹਿ ਚੁੱਕੇ ਅਮਰਿੰਦਰ ਸਿੰਘ ਰਾਜਾ ਵੜਿੰਗ ਵੱਲੋਂ ਦਾਇਰ ਪਟੀਸ਼ਨ ਉੱਤੇ ਹਾਈ ਕੋਰਟ ਨੇ ਪੰਜਾਬ ਸਰਕਾਰ ਨੂੰ ਨੋਟਿਸ ਜਾਰੀ ਕੀਤਾ ਹੈ। ਅਦਾਲਤ ਨੇ ਅਗਲੀ ਸੁਣਵਾਈ ਲਈ ਤਾਰੀਖ਼ ਤੈਅ ਕਰ ਦਿੱਤੀ ਹੈ ਅਤੇ ਜਵਾਬ ਦਾਖ਼ਲ ਕਰਨ ਲਈ ਕਿਹਾ ਹੈ। <box>476 250 553 273</box>
bank-rate-value: 62.42 <box>53 373 67 380</box>
rupee-icon: ₹ <box>6 245 23 262</box>
market-summary-box <box>6 290 70 384</box>
lead-subheads <box>78 185 386 199</box>
shaheedi-col2 <box>81 938 307 1003</box>
shaheedi-text-1: ਸ੍ਰੀ ਅਨੰਦਪੁਰ ਸਾਹਿਬ : ਨੌਵੇਂ ਪਾਤਸ਼ਾਹ ਸ੍ਰੀ ਗੁਰੂ ਤੇਗ ਬਹਾਦਰ ਜੀ ਦੇ 350ਵੇਂ ਸ਼ਹੀਦੀ ਦਿਹਾੜੇ ਨੂੰ ਸਮਰਪਿਤ ਸਮਾਗਮ ਸ਼ੁੱਕਰਵਾਰ ਤੋਂ ਸ੍ਰੀ ਅਨੰਦਪੁਰ ਸਾਹਿਬ ਵਿਖੇ ਸ਼ੁਰੂ ਹੋ ਗਏ। ਸੰਗਤਾਂ ਨੇ ਜੈਕਾਰਿਆਂ ਦੀ ਗੂੰਜ ਵਿਚ ਨਗਰ ਕੀਰਤਨ ਦਾ ਸੁਆਗਤ ਕੀਤਾ। ਵੱਡੀ ਗਿਣਤੀ ਵਿਚ ਸ਼ਰਧਾਲੂ ਸਮਾਗਮਾਂ ਵਿਚ ਸ਼ਾਮਲ ਹੋਏ। <box>6 942 76 966</box>
birthday-cake-icon <box>506 442 532 456</box>
pm-modi-photo <box>156 229 230 273</box>
shaheedi-col1 <box>6 938 76 1003</box>
left-story1-byline: ਚੰਡੀਗੜ੍ਹ : <box>6 162 20 167</box>
shaheedi-photo-3 <box>234 946 307 992</box>
red-teaser-banner <box>0 107 640 122</box>
silver-value: ₹ 1,56,000 <box>40 337 67 344</box>
parole-story <box>145 287 386 370</box>
sensex-value: 85,231.92 <box>29 301 51 307</box>
